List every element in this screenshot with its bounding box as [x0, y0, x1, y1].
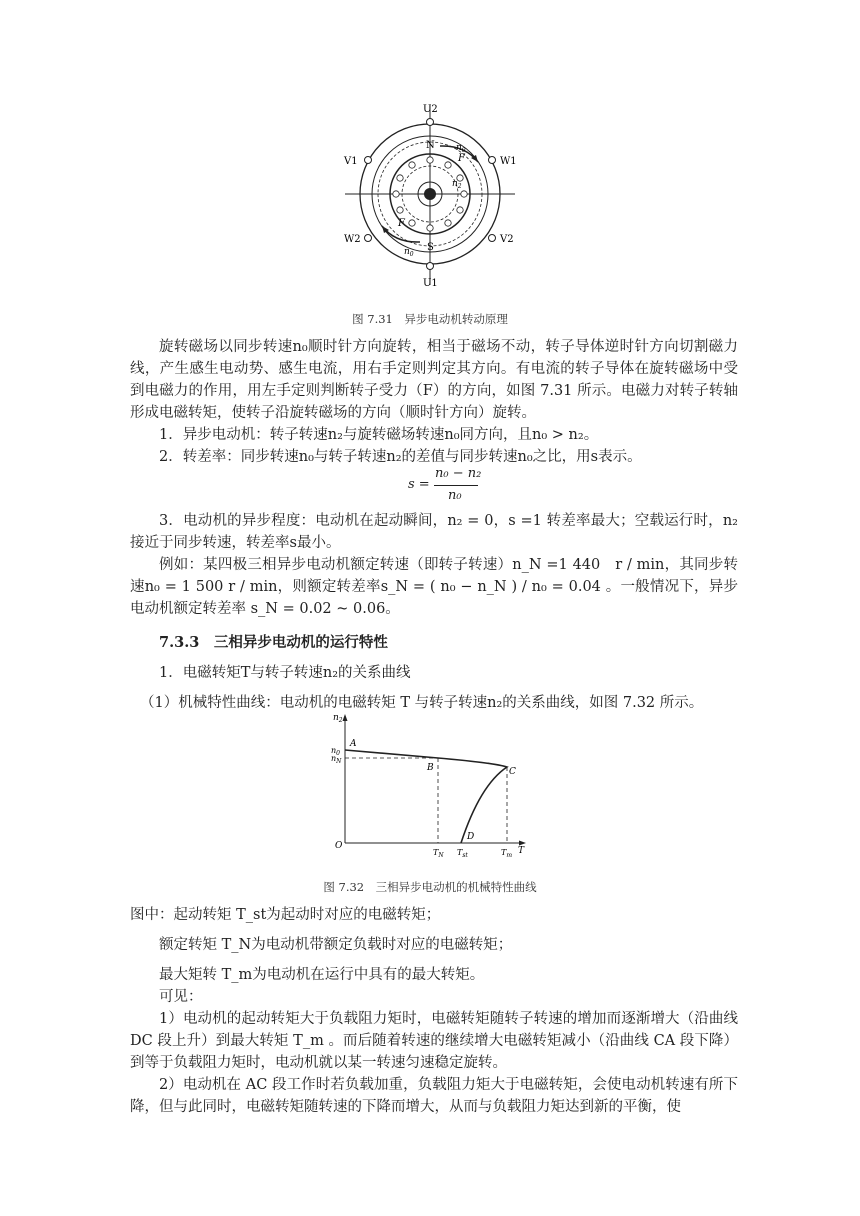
paragraph: 2）电动机在 AC 段工作时若负载加重，负载阻力矩大于电磁转矩，会使电动机转速有所下降，但与此同时，电磁转矩随转速的下降而增大，从而与负载阻力矩达到新的平衡，使: [130, 1077, 738, 1115]
label-W2: W2: [344, 234, 361, 245]
motor-principle-diagram: [340, 100, 520, 290]
label-N: N: [426, 140, 435, 151]
label-F-bottom: F: [398, 218, 405, 229]
body-section-2: [130, 510, 738, 714]
figure-7-32-caption: 图 7.32 三相异步电动机的机械特性曲线: [323, 880, 537, 894]
paragraph: 额定转矩 T_N为电动机带额定负载时对应的电磁转矩；: [159, 937, 513, 953]
label-S: S: [427, 242, 434, 253]
point-label-C: C: [509, 767, 516, 777]
formula-lhs: s =: [408, 477, 430, 492]
body-section-1: [130, 336, 738, 468]
tick-label-nN: $n_N$: [331, 754, 342, 765]
tick-label-Tst: $T_{st}$: [457, 848, 468, 859]
point-label-A: A: [350, 739, 357, 749]
tick-label-Tm: $T_m$: [501, 848, 513, 859]
formula-numerator: n₀ − n₂: [435, 466, 482, 481]
torque-speed-curve: [345, 750, 507, 843]
point-label-B: B: [427, 763, 434, 773]
paragraph: 1．异步电动机：转子转速n₂与旋转磁场转速n₀同方向，且n₀ > n₂。: [159, 427, 599, 443]
formula-denominator: n₀: [448, 488, 462, 503]
paragraph: （1）机械特性曲线：电动机的电磁转矩 T 与转子转速n₂的关系曲线，如图 7.32 所示。: [140, 695, 704, 711]
paragraph: 1）电动机的起动转矩大于负载阻力矩时，电磁转矩随转子转速的增加而逐渐增大（沿曲线 DC 段上升）到最大转矩 T_m 。而后随着转速的继续增大电磁转矩减小（沿曲线 CA 段下降）到等于负载阻力矩时，电动机就以某一转速匀速稳定旋转。: [130, 1011, 738, 1071]
paragraph: 最大矩转 T_m为电动机在运行中具有的最大转矩。: [159, 967, 485, 983]
body-section-3: [130, 904, 738, 1118]
label-W1: W1: [500, 156, 517, 167]
tick-label-n0: $n_0$: [331, 746, 340, 757]
label-U1: U1: [423, 278, 438, 289]
tick-label-TN: $T_N$: [433, 848, 444, 859]
label-V2: V2: [500, 234, 514, 245]
paragraph: 可见：: [159, 989, 203, 1005]
paragraph: 图中：起动转矩 T_st为起动时对应的电磁转矩；: [130, 907, 441, 923]
section-heading: 7.3.3 三相异步电动机的运行特性: [159, 634, 388, 651]
label-n0-bottom: $n_0$: [404, 247, 414, 258]
slip-formula: [380, 466, 500, 506]
paragraph: 3．电动机的异步程度：电动机在起动瞬间，n₂ = 0，s =1 转差率最大；空载运行时，n₂接近于同步转速，转差率s最小。: [130, 513, 738, 551]
label-F-top: F: [458, 153, 465, 164]
label-n0-top: $n_0$: [456, 143, 466, 154]
paragraph: 1．电磁转矩T与转子转速n₂的关系曲线: [159, 665, 411, 681]
axis-label-T: T: [518, 846, 525, 856]
paragraph: 旋转磁场以同步转速n₀顺时针方向旋转，相当于磁场不动，转子导体逆时针方向切割磁力线，产生感生电动势、感生电流，用右手定则判定其方向。有电流的转子导体在旋转磁场中受到电磁力的作用，用左手定则判断转子受力（F）的方向，如图 7.31 所示。电磁力对转子转轴形成电磁转矩，使转子沿旋转磁场的方向（顺时针方向）旋转。: [130, 339, 738, 421]
label-n2: $n_2$: [452, 179, 462, 190]
paragraph: 例如：某四极三相异步电动机额定转速（即转子转速）n_N =1 440 r / min，其同步转速n₀ = 1 500 r / min，则额定转差率s_N = ( n₀ − n_N ) / n₀ = 0.04 。一般情况下，异步电动机额定转差率 s_N = 0.02 ~ 0.06。: [130, 557, 738, 617]
label-U2: U2: [423, 104, 438, 115]
fraction-bar: [434, 485, 478, 486]
mechanical-characteristic-chart: [330, 710, 530, 860]
axis-label-n2: $n_2$: [333, 713, 343, 724]
label-V1: V1: [344, 156, 358, 167]
origin-label-O: O: [335, 841, 343, 851]
figure-7-31-caption: 图 7.31 异步电动机转动原理: [352, 312, 508, 326]
point-label-D: D: [467, 832, 475, 842]
paragraph: 2．转差率：同步转速n₀与转子转速n₂的差值与同步转速n₀之比，用s表示。: [159, 449, 642, 465]
